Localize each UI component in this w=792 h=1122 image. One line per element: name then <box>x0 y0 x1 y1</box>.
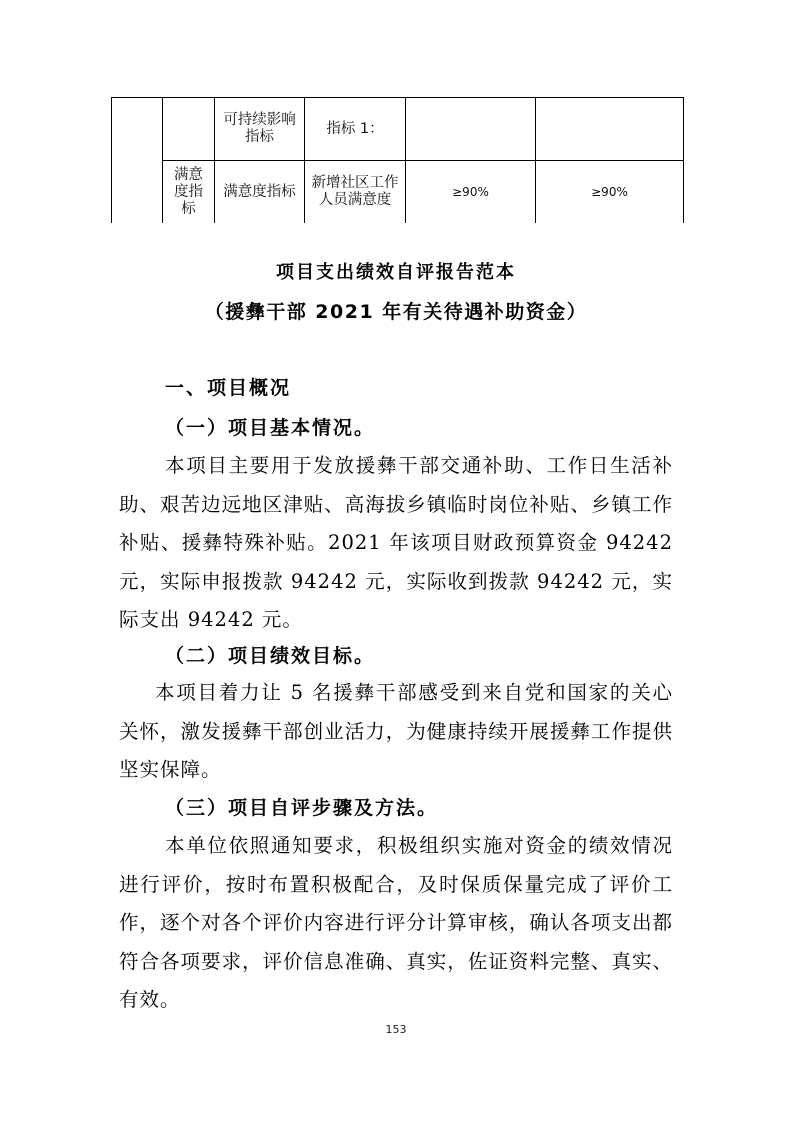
table-cell-actual-value <box>536 98 684 161</box>
table-row <box>112 98 684 161</box>
table-cell-empty-level1 <box>112 98 163 224</box>
table-cell-target-value: ≥90% <box>406 161 536 224</box>
table-row <box>112 161 684 224</box>
paragraph-performance-goal: 本项目着力让 5 名援彝干部感受到来自党和国家的关心关怀，激发援彝干部创业活力，为健康持续开展援彝工作提供坚实保障。 <box>119 681 673 781</box>
subsection-heading-basic-info: （一）项目基本情况。 <box>165 417 376 439</box>
document-title: 项目支出绩效自评报告范本 <box>276 262 516 283</box>
table-cell-empty-level2 <box>163 98 215 161</box>
table-cell-indicator-type: 满意度指标 <box>215 161 305 224</box>
subsection-heading-performance-goal: （二）项目绩效目标。 <box>165 645 376 667</box>
table-cell-satisfaction-category: 满意度指标 <box>163 161 215 224</box>
page-number: 153 <box>385 1023 407 1036</box>
indicator-table <box>111 97 684 223</box>
table-cell-actual-value: ≥90% <box>536 161 684 224</box>
paragraph-basic-info: 本项目主要用于发放援彝干部交通补助、工作日生活补助、艰苦边远地区津贴、高海拔乡镇临时岗位补贴、乡镇工作补贴、援彝特殊补贴。2021 年该项目财政预算资金 94242 元，实际申报拨款 94242 元，实际收到拨款 94242 元，实际支出 94242 元。 <box>119 454 673 631</box>
section-heading-overview: 一、项目概况 <box>165 377 292 399</box>
document-subtitle: （援彝干部 2021 年有关待遇补助资金） <box>204 301 588 323</box>
subsection-heading-evaluation-method: （三）项目自评步骤及方法。 <box>165 797 439 819</box>
table-cell-target-value <box>406 98 536 161</box>
table-cell-indicator-name: 指标 1： <box>305 98 406 161</box>
paragraph-evaluation-method: 本单位依照通知要求，积极组织实施对资金的绩效情况进行评价，按时布置积极配合，及时保质保量完成了评价工作，逐个对各个评价内容进行评分计算审核，确认各项支出都符合各项要求，评价信息准确、真实，佐证资料完整、真实、有效。 <box>119 834 673 1011</box>
table-cell-indicator-name: 新增社区工作人员满意度 <box>305 161 406 224</box>
table-cell-indicator-type: 可持续影响指标 <box>215 98 305 161</box>
